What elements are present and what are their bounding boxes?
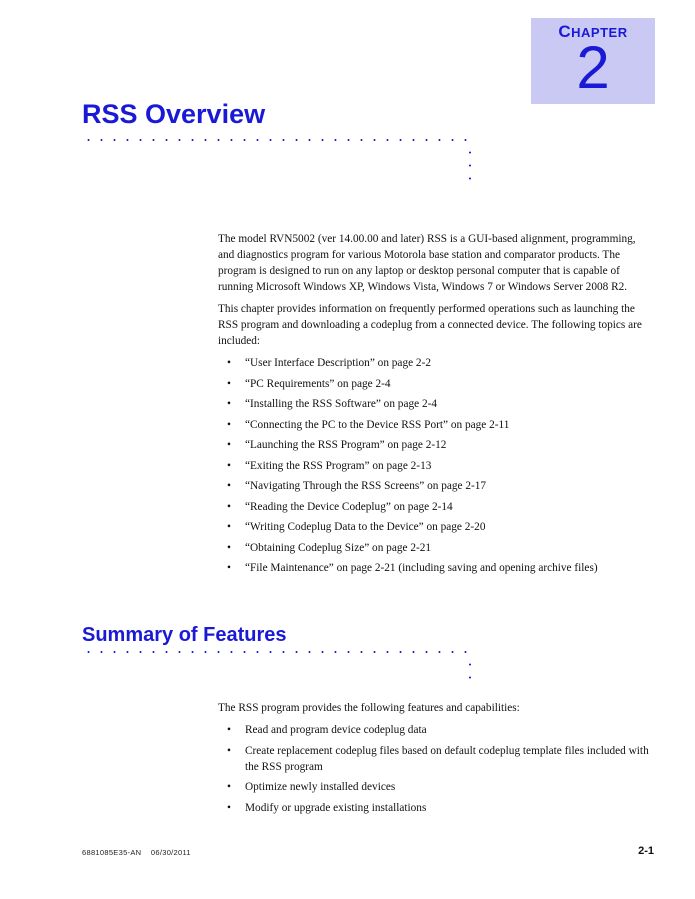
list-item bbox=[218, 396, 654, 412]
list-item bbox=[218, 478, 654, 494]
section-body-rss-overview bbox=[218, 231, 654, 581]
list-item-text: “File Maintenance” on page 2-21 (including saving and opening archive files) bbox=[245, 562, 598, 574]
footer-page-number: 2-1 bbox=[638, 845, 654, 857]
list-item bbox=[218, 499, 654, 515]
bullet-icon: • bbox=[227, 801, 231, 814]
list-item bbox=[218, 560, 654, 576]
list-item-text: Create replacement codeplug files based on default codeplug template files included with the RSS program bbox=[245, 744, 649, 773]
section-title-summary-of-features: Summary of Features bbox=[82, 624, 287, 646]
list-item bbox=[218, 779, 654, 795]
list-item-text: Read and program device codeplug data bbox=[245, 724, 427, 736]
paragraph: The RSS program provides the following features and capabilities: bbox=[218, 702, 520, 714]
bullet-icon: • bbox=[227, 398, 231, 410]
list-item-text: “Launching the RSS Program” on page 2-12 bbox=[245, 439, 447, 451]
list-item-text: “PC Requirements” on page 2-4 bbox=[245, 377, 391, 390]
bullet-icon: • bbox=[227, 541, 231, 554]
section-divider-vertical-dots bbox=[469, 658, 471, 686]
list-item bbox=[218, 437, 654, 453]
feature-list bbox=[218, 722, 654, 816]
list-item bbox=[218, 376, 654, 392]
bullet-icon: • bbox=[227, 744, 231, 757]
list-item bbox=[218, 743, 654, 775]
paragraph: The model RVN5002 (ver 14.00.00 and later) RSS is a GUI-based alignment, programming, and diagnostics program for various Motorola base station and comparator products. The program is designed to run on any laptop or desktop personal computer that is capable of running Microsoft Windows XP, Windows Vista, Windows 7 or Windows Server 2008 R2. bbox=[218, 233, 636, 293]
list-item bbox=[218, 722, 654, 738]
list-item bbox=[218, 519, 654, 535]
bullet-icon: • bbox=[227, 459, 231, 472]
list-item-text: “Navigating Through the RSS Screens” on page 2-17 bbox=[245, 480, 487, 492]
list-item bbox=[218, 458, 654, 474]
chapter-tab bbox=[531, 18, 655, 104]
list-item-text: “Installing the RSS Software” on page 2-4 bbox=[245, 398, 438, 410]
bullet-icon: • bbox=[227, 439, 231, 451]
chapter-label-initial: C bbox=[558, 22, 572, 41]
bullet-icon: • bbox=[227, 377, 231, 390]
list-item-text: “Connecting the PC to the Device RSS Port” on page 2-11 bbox=[245, 418, 510, 431]
section-divider-dots bbox=[82, 139, 474, 141]
list-item-text: “User Interface Description” on page 2-2 bbox=[245, 357, 431, 369]
list-item-text: Optimize newly installed devices bbox=[245, 781, 396, 793]
list-item bbox=[218, 417, 654, 433]
bullet-icon: • bbox=[227, 500, 231, 513]
section-divider-dots bbox=[82, 651, 474, 653]
bullet-icon: • bbox=[227, 480, 231, 492]
list-item-text: “Writing Codeplug Data to the Device” on page 2-20 bbox=[245, 521, 486, 533]
bullet-icon: • bbox=[227, 418, 231, 431]
list-item-text: “Exiting the RSS Program” on page 2-13 bbox=[245, 459, 432, 472]
list-item-text: “Reading the Device Codeplug” on page 2-14 bbox=[245, 500, 453, 513]
footer-doc-id: 6881085E35-AN 06/30/2011 bbox=[82, 848, 191, 857]
list-item bbox=[218, 355, 654, 371]
section-divider-vertical-dots bbox=[469, 146, 471, 188]
section-title-rss-overview: RSS Overview bbox=[82, 99, 266, 129]
section-body-summary-of-features bbox=[218, 700, 654, 820]
bullet-icon: • bbox=[227, 781, 231, 793]
bullet-icon: • bbox=[227, 562, 231, 574]
list-item bbox=[218, 800, 654, 816]
bullet-icon: • bbox=[227, 724, 231, 736]
chapter-label-rest: HAPTER bbox=[571, 25, 628, 40]
chapter-number: 2 bbox=[576, 34, 610, 101]
list-item bbox=[218, 540, 654, 556]
paragraph: This chapter provides information on frequently performed operations such as launching the RSS program and downloading a codeplug from a connected device. The following topics are included: bbox=[218, 303, 642, 347]
list-item-text: Modify or upgrade existing installations bbox=[245, 801, 427, 814]
bullet-icon: • bbox=[227, 521, 231, 533]
topic-list bbox=[218, 355, 654, 576]
bullet-icon: • bbox=[227, 357, 231, 369]
list-item-text: “Obtaining Codeplug Size” on page 2-21 bbox=[245, 541, 432, 554]
